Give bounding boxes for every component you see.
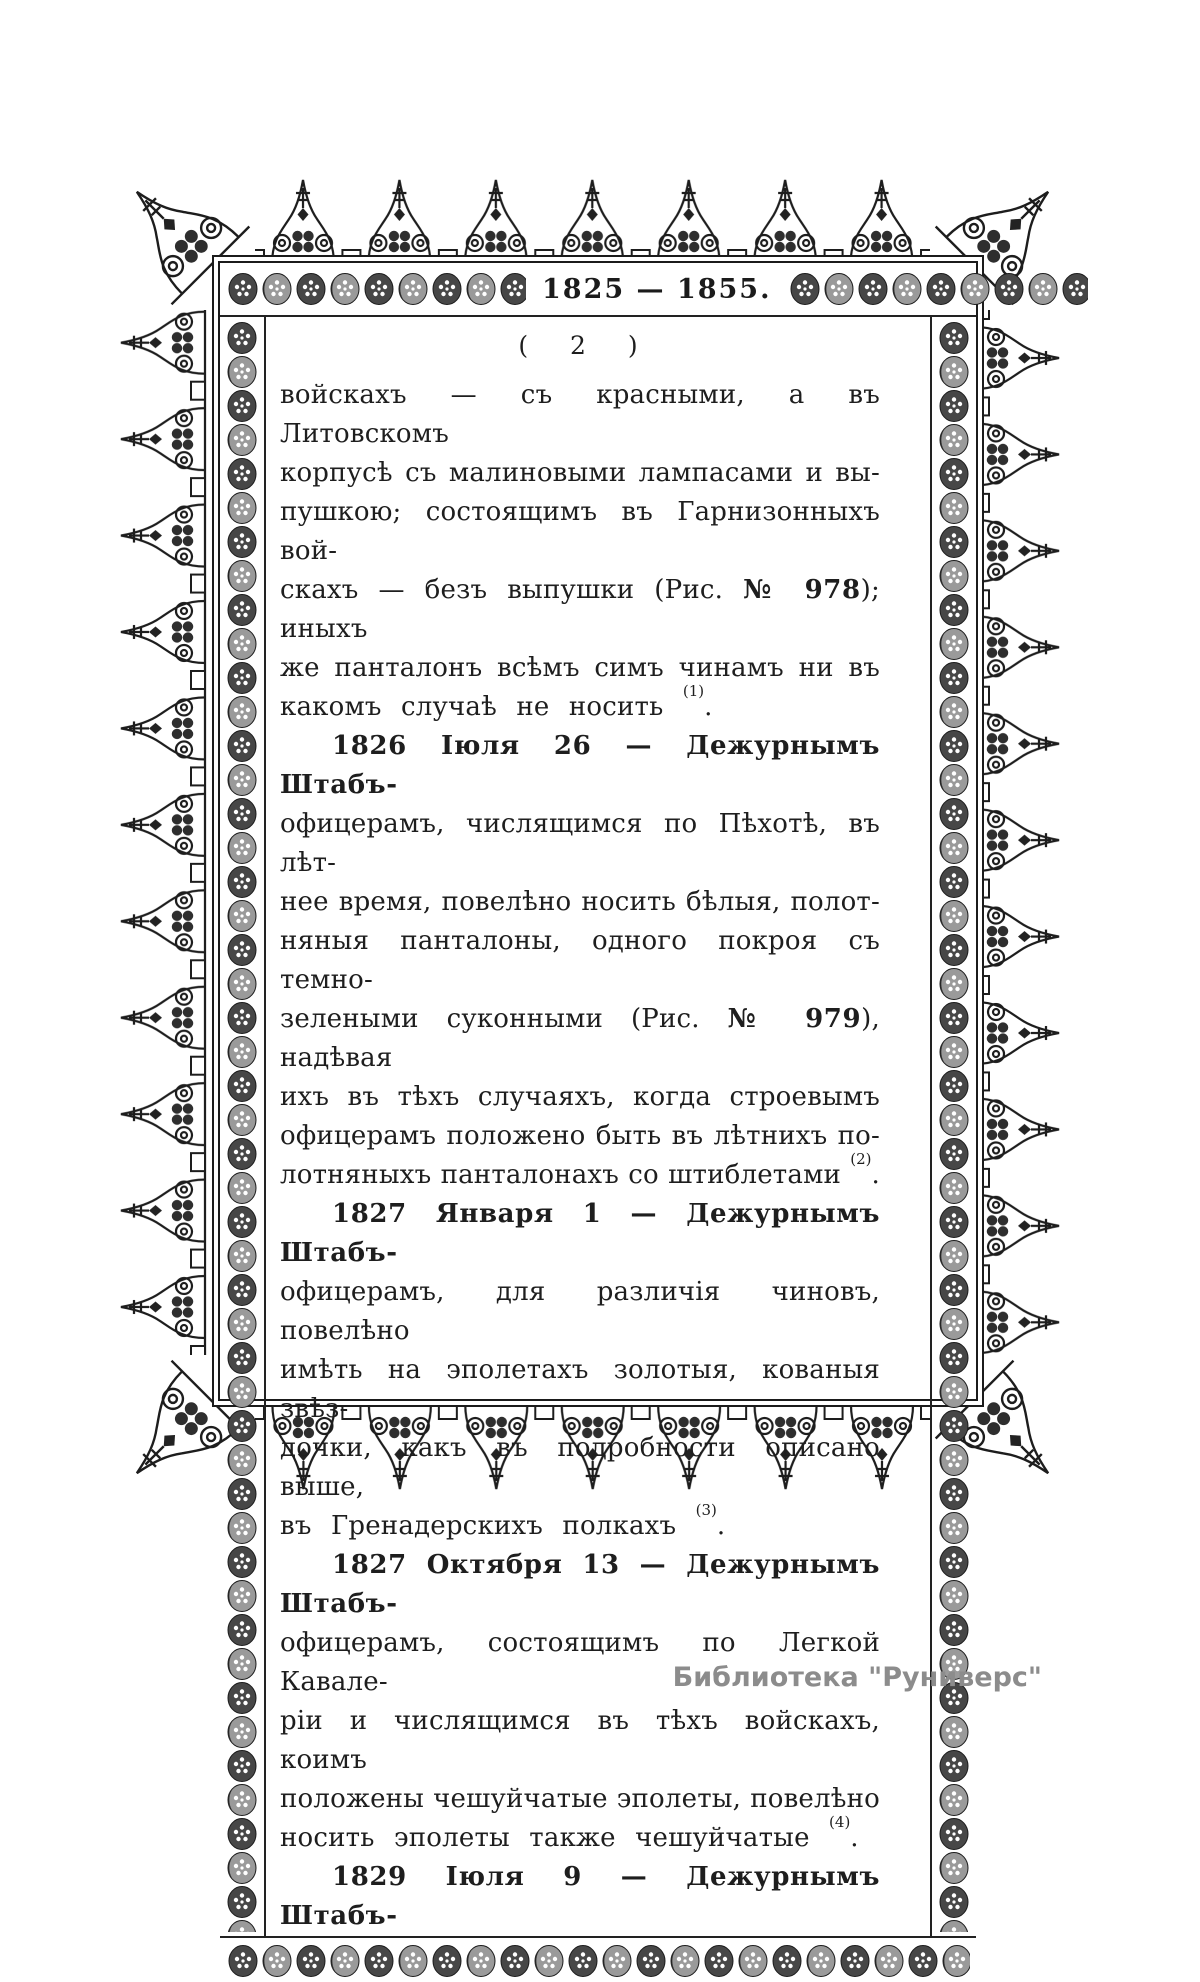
bold-text: 1827 Января 1 — Дежурнымъ Штабъ- [280,1199,880,1268]
footnote-ref: (4) [829,1813,851,1832]
footnote-ref: (2) [850,1150,872,1169]
body-text: офицерамъ положено быть въ лѣтнихъ по- [280,1121,880,1151]
text-line [280,1000,880,1078]
text-line [280,682,880,727]
text-line [280,922,880,1000]
text-line [280,1273,880,1351]
body-text: ); иныхъ [280,575,880,644]
body-text: ), надѣвая [280,1004,880,1073]
text-line [280,493,880,571]
text-line [280,1351,880,1429]
body-text: какомъ случаѣ не носить [280,692,683,722]
rosette-column-left [220,317,264,1936]
body-text: положены чешуйчатые эполеты, повелѣно [280,1784,880,1814]
text-line [280,454,880,493]
body-text: же панталонъ всѣмъ симъ чинамъ ни въ [280,653,880,683]
body-text: корпусѣ съ малиновыми лампасами и вы- [280,458,880,488]
rosette-band-icon [226,271,526,307]
text-line [280,1150,880,1195]
body-text: офицерамъ, числящимся по Пѣхотѣ, въ лѣт- [280,809,880,878]
text-line [280,883,880,922]
body-text: . [716,1511,726,1541]
body-text: носить эполеты также чешуйчатые [280,1823,830,1853]
bold-text: 1829 Іюля 9 — Дежурнымъ Штабъ- [280,1862,880,1931]
bold-text: № 978 [743,575,861,605]
rosette-column-right [932,317,976,1936]
text-line [280,1780,880,1819]
body-text: въ Гренадерскихъ полкахъ [280,1511,696,1541]
rosette-band-icon [788,271,1088,307]
body-text: войскахъ — съ красными, а въ Литовскомъ [280,380,880,449]
body-text: имѣть на эполетахъ золотыя, кованыя звѣз- [280,1355,880,1424]
text-line [280,805,880,883]
watermark: Библиотека "Руниверс" [672,1662,1042,1693]
bold-text: 1827 Октября 13 — Дежурнымъ Штабъ- [280,1550,880,1619]
text-area [264,317,932,1936]
body-text: ріи и числящимся въ тѣхъ войскахъ, коимъ [280,1706,880,1775]
footnote-ref: (1) [682,682,705,701]
body-text: . [850,1823,859,1853]
text-lines [280,376,880,1936]
header-period: 1825 — 1855. [542,273,772,305]
body-text: офицерамъ, состоящимъ по Легкой Кавале- [280,1628,880,1697]
bold-text: 1826 Іюля 26 — Дежурнымъ Штабъ- [280,731,880,800]
text-line [280,1858,880,1936]
text-line [280,1078,880,1117]
text-line [280,649,880,688]
text-line [280,1429,880,1507]
body-text: нее время, повелѣно носить бѣлыя, полот- [280,887,880,917]
rosette-band-bottom [220,1936,976,1982]
text-line [280,1195,880,1273]
text-line [280,1501,880,1546]
text-line [280,1813,880,1858]
text-line [280,376,880,454]
text-line [280,727,880,805]
body-text: . [704,692,713,722]
text-line [280,571,880,649]
body-text: зелеными суконными (Рис. [280,1004,728,1034]
body-text: лотняныхъ панталонахъ со штиблетами [280,1160,851,1190]
body-text: дочки, какъ въ подробности описано выше, [280,1433,880,1502]
body-text: няныя панталоны, одного покроя съ темно- [280,926,880,995]
text-line [280,1117,880,1156]
lace-border-left [105,310,217,1355]
footnote-ref: (3) [695,1501,717,1520]
body-text: ихъ въ тѣхъ случаяхъ, когда строевымъ [280,1082,880,1112]
body-text: . [871,1160,880,1190]
header-band [220,263,976,317]
text-line [280,1702,880,1780]
body-text: офицерамъ, для различія чиновъ, повелѣно [280,1277,880,1346]
page-number: ( 2 ) [518,331,642,360]
body-text: скахъ — безъ выпушки (Рис. [280,575,744,605]
body-text: пушкою; состоящимъ въ Гарнизонныхъ вой- [280,497,880,566]
text-line [280,1546,880,1624]
bold-text: № 979 [727,1004,862,1034]
